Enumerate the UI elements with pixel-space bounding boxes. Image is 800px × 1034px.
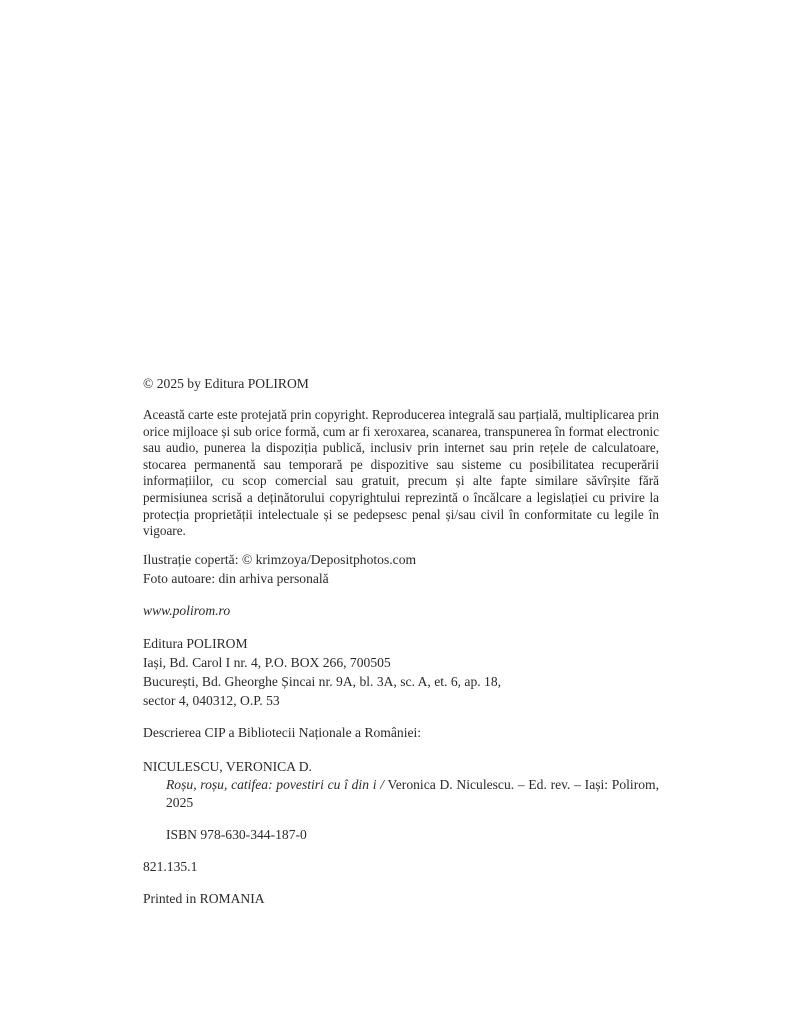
cdu-code: 821.135.1 — [143, 858, 198, 874]
website-link[interactable]: www.polirom.ro — [143, 602, 231, 618]
credits — [143, 550, 659, 588]
copyright-notice: Această carte este protejată prin copyright. Reproducerea integrală sau parțială, multiplicarea prin orice mijloace și sub orice formă, cum ar fi xeroxarea, scanarea, transpunerea în format electronic sau audio, punerea la dispoziția publică, inclusiv prin internet sau prin rețele de calculatoare, stocarea permanentă sau temporară pe dispozitive sau sisteme cu posibilitatea recuperării informațiilor, cu scop comercial sau gratuit, precum și alte fapte similare săvîrșite fără permisiunea scrisă a deținătorului copyrightului reprezintă o încălcare a legislației cu privire la protecția proprietății intelectuale și se pedepsesc penal și/sau civil în conformitate cu legile în vigoare. — [143, 407, 659, 539]
publisher-address — [143, 634, 659, 710]
printed-in: Printed in ROMANIA — [143, 890, 265, 906]
cip-entry — [166, 776, 659, 812]
copyright-line: © 2025 by Editura POLIROM — [143, 376, 309, 391]
copyright-page — [143, 374, 659, 908]
publisher-name: Editura POLIROM — [143, 635, 248, 651]
publisher-bucuresti-address-1: București, Bd. Gheorghe Șincai nr. 9A, bl. 3A, sc. A, et. 6, ap. 18, — [143, 673, 502, 689]
isbn: ISBN 978-630-344-187-0 — [166, 826, 307, 842]
publisher-bucuresti-address-2: sector 4, 040312, O.P. 53 — [143, 692, 280, 708]
publisher-iasi-address: Iași, Bd. Carol I nr. 4, P.O. BOX 266, 700505 — [143, 654, 391, 670]
photo-credit: Foto autoare: din arhiva personală — [143, 570, 329, 586]
cip-heading: Descrierea CIP a Bibliotecii Naționale a României: — [143, 724, 422, 740]
cover-credit: Ilustrație copertă: © krimzoya/Depositphotos.com — [143, 551, 417, 567]
cip-author: NICULESCU, VERONICA D. — [143, 758, 312, 774]
cip-title: Roșu, roșu, catifea: povestiri cu î din i / — [166, 776, 384, 792]
cip-entry-rest: Veronica D. Niculescu. – Ed. rev. – Iași: Polirom, 2025 — [166, 776, 659, 810]
